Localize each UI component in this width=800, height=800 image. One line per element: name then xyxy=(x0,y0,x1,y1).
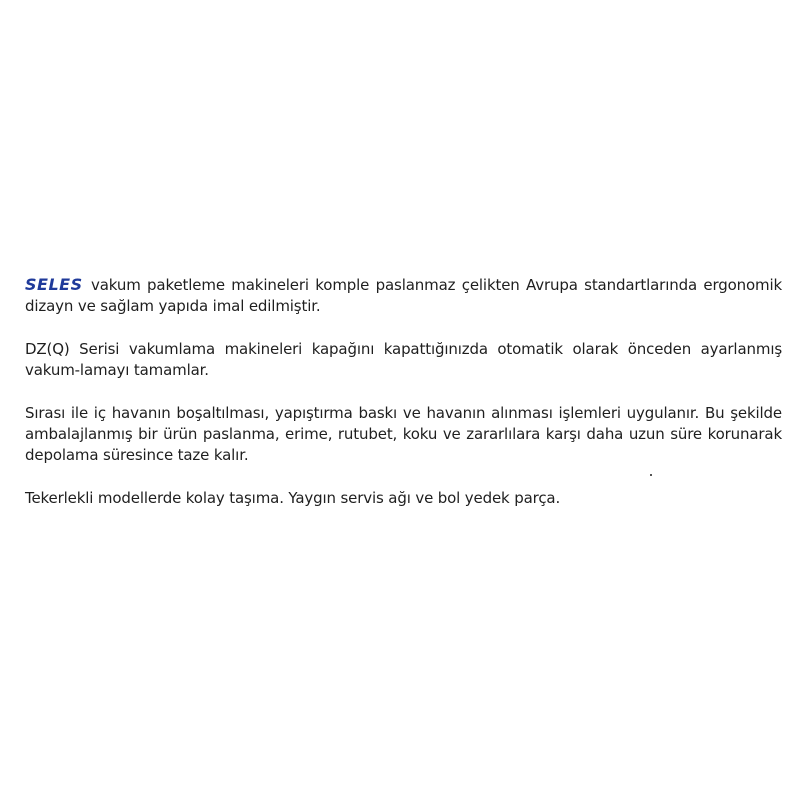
paragraph-process: Sırası ile iç havanın boşaltılması, yapıştırma baskı ve havanın alınması işlemleri uygulanır. Bu şekilde ambalajlanmış bir ürün paslanma, erime, rutubet, koku ve zararlılara karşı daha uzun süre korunarak depolama süresince taze kalır. xyxy=(25,404,782,464)
paragraph-wheels: Tekerlekli modellerde kolay taşıma. Yaygın servis ağı ve bol yedek parça. xyxy=(25,489,561,507)
paragraph-dzq-series: DZ(Q) Serisi vakumlama makineleri kapağını kapattığınızda otomatik olarak önceden ayarlanmış vakum-lamayı tamamlar. xyxy=(25,340,782,379)
stray-mark xyxy=(650,474,652,476)
seles-logo: SELES xyxy=(25,275,83,294)
paragraph-intro-text: vakum paketleme makineleri komple paslanmaz çelikten Avrupa standartlarında ergonomik dizayn ve sağlam yapıda imal edilmiştir. xyxy=(25,276,782,315)
document-body xyxy=(25,274,782,531)
paragraph-intro xyxy=(25,274,782,317)
